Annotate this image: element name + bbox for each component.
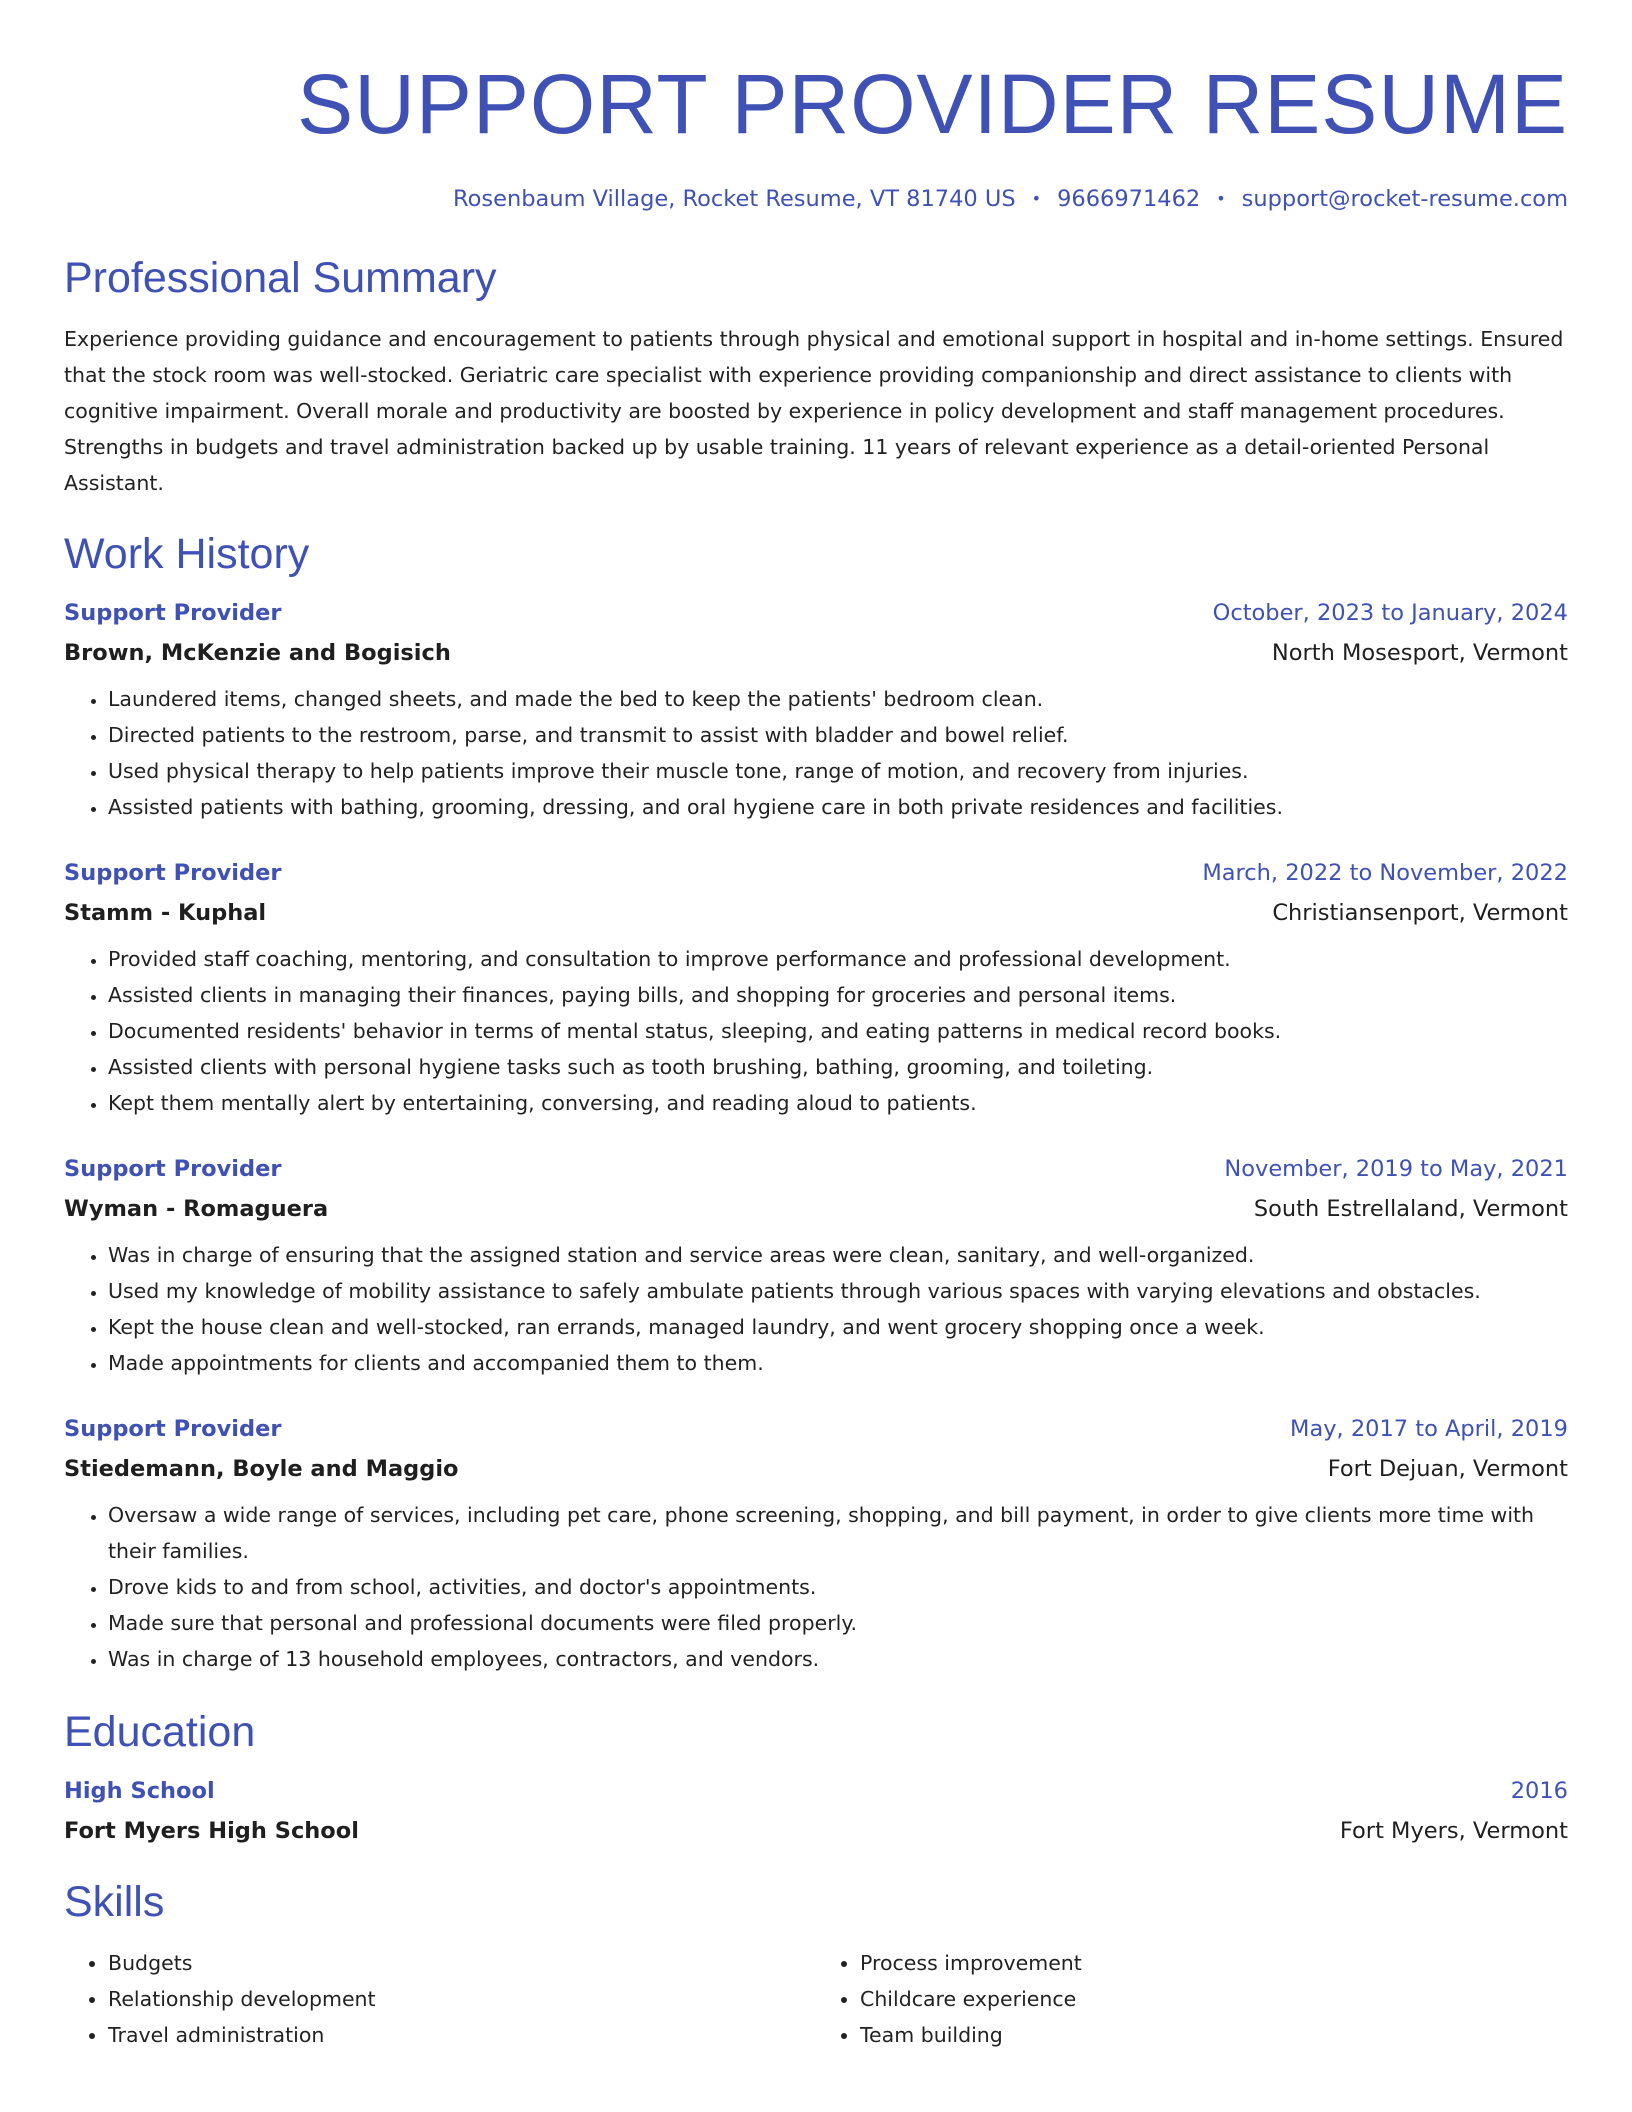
job-bullet: • Provided staff coaching, mentoring, and consultation to improve performance and professional development. xyxy=(108,941,1568,977)
contact-separator: • xyxy=(1216,189,1226,208)
resume-header xyxy=(64,0,1568,213)
skills-column-left xyxy=(64,1945,816,2053)
job-dates: May, 2017 to April, 2019 xyxy=(1290,1416,1568,1442)
education-school: Fort Myers High School xyxy=(64,1818,359,1844)
contact-email[interactable]: support@rocket-resume.com xyxy=(1241,186,1568,212)
job-company: Brown, McKenzie and Bogisich xyxy=(64,640,451,666)
skill-item: • Team building xyxy=(860,2017,1568,2053)
job-bullet: • Drove kids to and from school, activities, and doctor's appointments. xyxy=(108,1569,1568,1605)
work-history-heading: Work History xyxy=(64,530,310,578)
job-bullet: • Documented residents' behavior in terms of mental status, sleeping, and eating patterns in medical record books. xyxy=(108,1013,1568,1049)
job-entry xyxy=(64,1413,1568,1677)
job-bullet: • Assisted patients with bathing, grooming, dressing, and oral hygiene care in both private residences and facilities. xyxy=(108,789,1568,825)
job-company: Stiedemann, Boyle and Maggio xyxy=(64,1456,459,1482)
job-bullet: • Oversaw a wide range of services, including pet care, phone screening, shopping, and bill payment, in order to give clients more time with their families. xyxy=(108,1497,1568,1569)
education-entry xyxy=(64,1775,1568,1847)
job-title: Support Provider xyxy=(64,1156,282,1182)
job-bullets xyxy=(64,1237,1568,1381)
contact-separator: • xyxy=(1031,189,1042,208)
job-entry xyxy=(64,1153,1568,1381)
job-title: Support Provider xyxy=(64,1416,282,1442)
education-location: Fort Myers, Vermont xyxy=(1339,1818,1568,1844)
job-bullet: • Used physical therapy to help patients improve their muscle tone, range of motion, and recovery from injuries. xyxy=(108,753,1568,789)
education-heading: Education xyxy=(64,1708,256,1756)
skill-item: • Childcare experience xyxy=(860,1981,1568,2017)
job-location: North Mosesport, Vermont xyxy=(1271,640,1568,666)
skills-column-right xyxy=(816,1945,1568,2053)
job-entry xyxy=(64,857,1568,1121)
job-dates: October, 2023 to January, 2024 xyxy=(1212,600,1568,626)
job-bullet: • Made appointments for clients and accompanied them to them. xyxy=(108,1345,1568,1381)
contact-phone[interactable]: 9666971462 xyxy=(1057,186,1201,212)
job-location: South Estrellaland, Vermont xyxy=(1253,1196,1568,1222)
education-year: 2016 xyxy=(1510,1778,1568,1804)
education-degree: High School xyxy=(64,1778,215,1804)
job-entry xyxy=(64,597,1568,825)
job-bullet: • Was in charge of 13 household employees, contractors, and vendors. xyxy=(108,1641,1568,1677)
job-bullet: • Assisted clients with personal hygiene tasks such as tooth brushing, bathing, grooming, and toileting. xyxy=(108,1049,1568,1085)
job-title: Support Provider xyxy=(64,600,282,626)
job-bullet: • Was in charge of ensuring that the assigned station and service areas were clean, sanitary, and well-organized. xyxy=(108,1237,1568,1273)
job-company: Wyman - Romaguera xyxy=(64,1196,329,1222)
job-bullet: • Kept the house clean and well-stocked, ran errands, managed laundry, and went grocery shopping once a week. xyxy=(108,1309,1568,1345)
skill-item: • Relationship development xyxy=(108,1981,816,2017)
job-dates: November, 2019 to May, 2021 xyxy=(1224,1156,1568,1182)
job-dates: March, 2022 to November, 2022 xyxy=(1202,860,1568,886)
job-bullet: • Made sure that personal and professional documents were filed properly. xyxy=(108,1605,1568,1641)
summary-heading: Professional Summary xyxy=(64,254,497,302)
job-bullet: • Used my knowledge of mobility assistance to safely ambulate patients through various spaces with varying elevations and obstacles. xyxy=(108,1273,1568,1309)
job-company: Stamm - Kuphal xyxy=(64,900,267,926)
job-bullets xyxy=(64,681,1568,825)
resume-name: SUPPORT PROVIDER RESUME xyxy=(297,57,1568,151)
job-bullets xyxy=(64,941,1568,1121)
job-title: Support Provider xyxy=(64,860,282,886)
resume-page xyxy=(64,0,1568,2053)
contact-line xyxy=(64,185,1568,213)
skill-item: • Budgets xyxy=(108,1945,816,1981)
job-bullets xyxy=(64,1497,1568,1677)
job-bullet: • Laundered items, changed sheets, and made the bed to keep the patients' bedroom clean. xyxy=(108,681,1568,717)
skill-item: • Travel administration xyxy=(108,2017,816,2053)
job-location: Christiansenport, Vermont xyxy=(1272,900,1568,926)
job-bullet: • Directed patients to the restroom, parse, and transmit to assist with bladder and bowel relief. xyxy=(108,717,1568,753)
contact-address: Rosenbaum Village, Rocket Resume, VT 81740 US xyxy=(453,186,1016,212)
job-bullet: • Assisted clients in managing their finances, paying bills, and shopping for groceries and personal items. xyxy=(108,977,1568,1013)
job-bullet: • Kept them mentally alert by entertaining, conversing, and reading aloud to patients. xyxy=(108,1085,1568,1121)
skill-item: • Process improvement xyxy=(860,1945,1568,1981)
job-location: Fort Dejuan, Vermont xyxy=(1327,1456,1568,1482)
summary-text: Experience providing guidance and encouragement to patients through physical and emotional support in hospital and in-home settings. Ensured that the stock room was well-stocked. Geriatric care specialist with experience providing companionship and direct assistance to clients with cognitive impairment. Overall morale and productivity are boosted by experience in policy development and staff management procedures. Strengths in budgets and travel administration backed up by usable training. 11 years of relevant experience as a detail-oriented Personal Assistant. xyxy=(64,327,1564,495)
skills-heading: Skills xyxy=(64,1878,165,1926)
skills-list xyxy=(64,1945,1568,2053)
